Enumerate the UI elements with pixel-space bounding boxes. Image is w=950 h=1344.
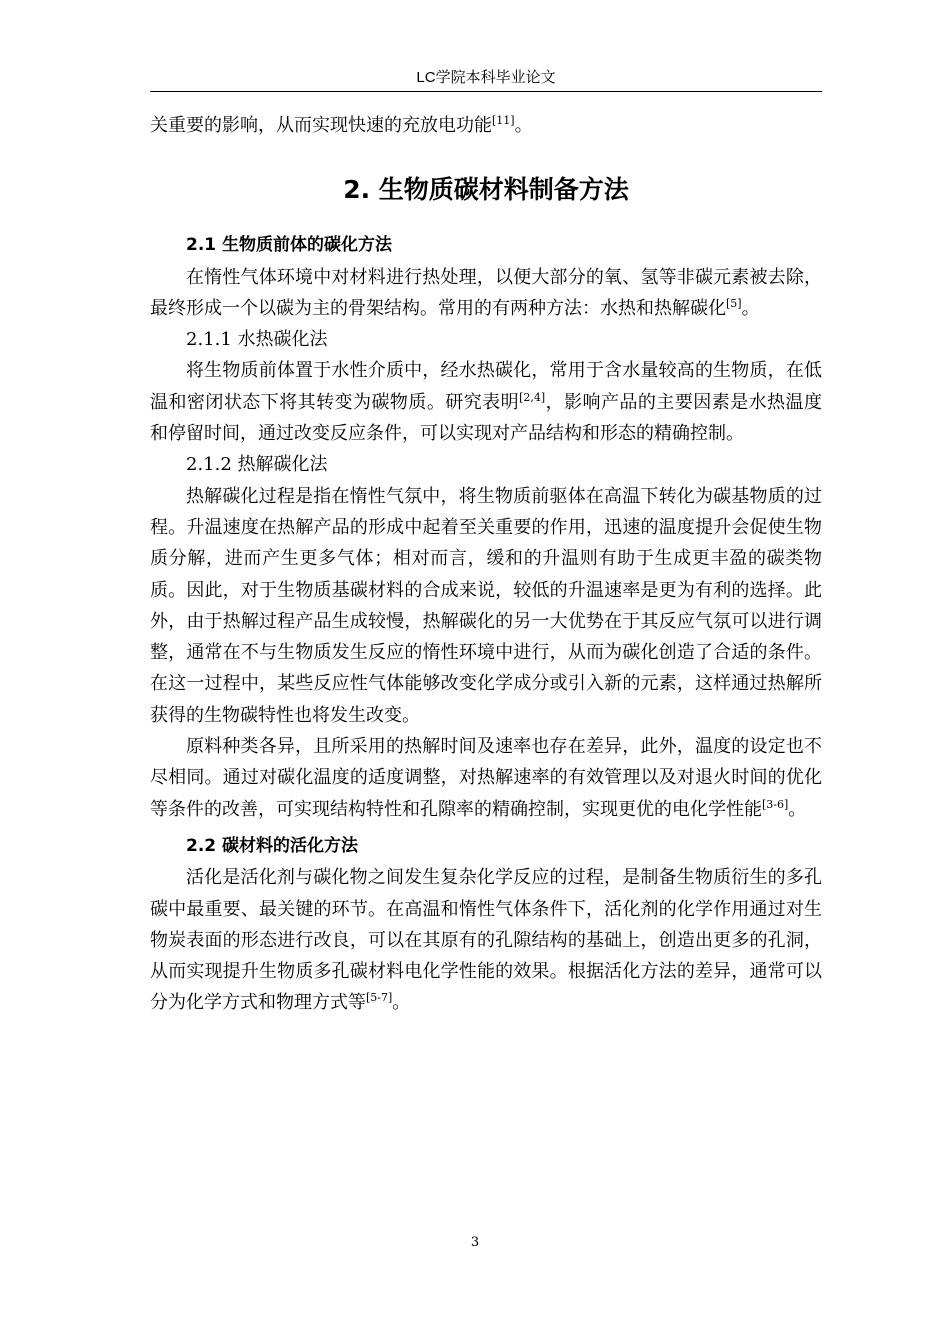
- subsection-heading-2-1-1: 2.1.1 水热碳化法: [186, 329, 328, 351]
- punctuation: 。: [741, 297, 760, 319]
- section-heading-2-1: 2.1 生物质前体的碳化方法: [186, 235, 393, 256]
- citation: [3-6]: [762, 797, 789, 811]
- page-body: [150, 110, 822, 1019]
- punctuation: 。: [788, 798, 807, 820]
- header-divider: [150, 91, 822, 92]
- citation: [11]: [492, 114, 515, 127]
- punctuation: 。: [392, 992, 411, 1014]
- paragraph-2-1: [150, 262, 822, 325]
- running-header: LC学院本科毕业论文: [416, 69, 556, 86]
- paragraph-2-2: [150, 862, 822, 1018]
- subsection-heading-2-1-2: 2.1.2 热解碳化法: [186, 454, 328, 476]
- paragraph-text: 原料种类各异，且所采用的热解时间及速率也存在差异，此外，温度的设定也不尽相同。通过对碳化温度的适度调整，对热解速率的有效管理以及对退火时间的优化等条件的改善，可实现结构特性和孔隙率的精确控制，实现更优的电化学性能: [150, 736, 822, 820]
- citation: [5]: [726, 296, 742, 310]
- punctuation: 。: [514, 115, 533, 136]
- paragraph-text: 活化是活化剂与碳化物之间发生复杂化学反应的过程，是制备生物质衍生的多孔碳中最重要、最关键的环节。在高温和惰性气体条件下，活化剂的化学作用通过对生物炭表面的形态进行改良，可以在其原有的孔隙结构的基础上，创造出更多的孔洞，从而实现提升生物质多孔碳材料电化学性能的效果。根据活化方法的差异，通常可以分为化学方式和物理方式等: [150, 867, 822, 1014]
- continuation-text: 关重要的影响，从而实现快速的充放电功能: [150, 115, 492, 136]
- paragraph-2-1-2-b: [150, 731, 822, 825]
- paragraph-2-1-2-a: 热解碳化过程是指在惰性气氛中，将生物质前驱体在高温下转化为碳基物质的过程。升温速度在热解产品的形成中起着至关重要的作用，迅速的温度提升会促使生物质分解，进而产生更多气体；相对而言，缓和的升温则有助于生成更丰盈的碳类物质。因此，对于生物质基碳材料的合成来说，较低的升温速率是更为有利的选择。此外，由于热解过程产品生成较慢，热解碳化的另一大优势在于其反应气氛可以进行调整，通常在不与生物质发生反应的惰性环境中进行，从而为碳化创造了合适的条件。在这一过程中，某些反应性气体能够改变化学成分或引入新的元素，这样通过热解所获得的生物碳特性也将发生改变。: [150, 485, 822, 726]
- paragraph-text: ，影响产品的主要因素是水热温度和停留时间，通过改变反应条件，可以实现对产品结构和形态的精确控制。: [150, 391, 823, 445]
- paragraph-text: 在惰性气体环境中对材料进行热处理，以便大部分的氧、氢等非碳元素被去除，最终形成一个以碳为主的骨架结构。常用的有两种方法：水热和热解碳化: [150, 266, 822, 319]
- continuation-paragraph: [150, 110, 822, 141]
- citation: [5-7]: [366, 991, 393, 1005]
- citation: [2,4]: [519, 390, 546, 404]
- paragraph-text: 将生物质前体置于水性介质中，经水热碳化，常用于含水量较高的生物质，在低温和密闭状态下将其转变为碳物质。研究表明: [150, 360, 822, 413]
- chapter-title: 2. 生物质碳材料制备方法: [343, 175, 629, 205]
- paragraph-2-1-1: [150, 355, 822, 449]
- page-number: 3: [470, 1235, 480, 1250]
- section-heading-2-2: 2.2 碳材料的活化方法: [186, 835, 359, 856]
